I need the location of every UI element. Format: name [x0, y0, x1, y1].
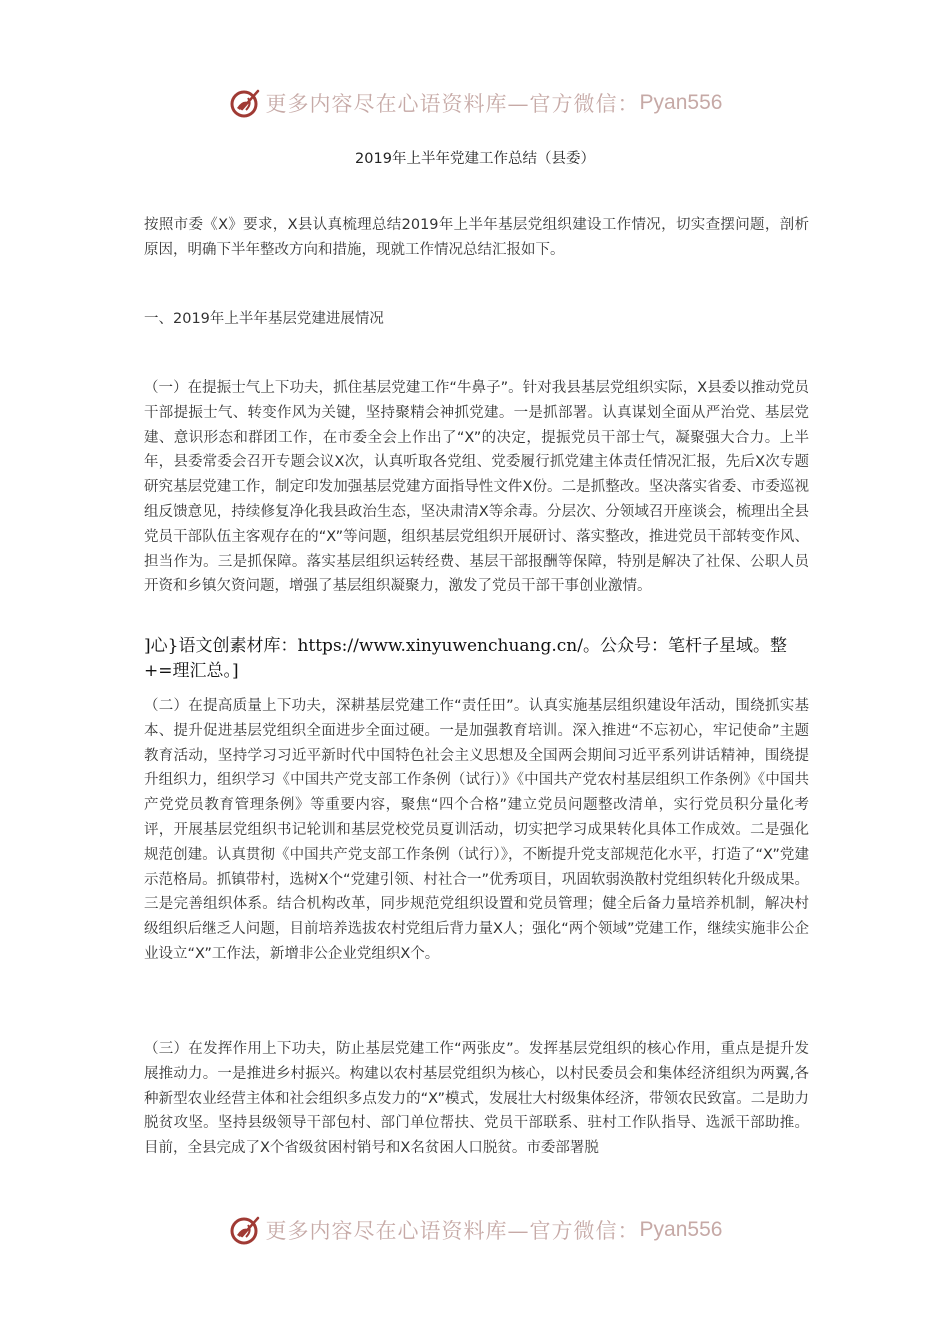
- document-title: 2019年上半年党建工作总结（县委）: [355, 151, 595, 167]
- pen-logo-icon: [228, 1213, 262, 1247]
- paragraph-2: （二）在提高质量上下功夫，深耕基层党建工作“责任田”。认真实施基层组织建设年活动，围绕抓实基本、提升促进基层党组织全面进步全面过硬。一是加强教育培训。深入推进“不忘初心，牢记使命”主题教育活动，坚持学习习近平新时代中国特色社会主义思想及全国两会期间习近平系列讲话精神，围绕提升组织力，组织学习《中国共产党支部工作条例（试行）》《中国共产党农村基层组织工作条例》《中国共产党党员教育管理条例》等重要内容，聚焦“四个合格”建立党员问题整改清单，实行党员积分量化考评，开展基层党组织书记轮训和基层党校党员夏训活动，切实把学习成果转化具体工作成效。二是强化规范创建。认真贯彻《中国共产党支部工作条例（试行）》，不断提升党支部规范化水平，打造了“X”党建示范格局。抓镇带村，选树X个“党建引领、村社合一”优秀项目，巩固软弱涣散村党组织转化升级成果。三是完善组织体系。结合机构改革，同步规范党组织设置和党员管理；健全后备力量培养机制，解决村级组织后继乏人问题，目前培养选拔农村党组后背力量X人；强化“两个领域”党建工作，继续实施非公企业设立“X”工作法，新增非公企业党组织X个。: [144, 698, 809, 962]
- watermark-wechat-id: Pyan556: [639, 1218, 723, 1241]
- watermark-banner-top: [0, 80, 950, 126]
- section-heading: 一、2019年上半年基层党建进展情况: [144, 311, 384, 327]
- watermark-banner-bottom: [0, 1207, 950, 1253]
- watermark-wechat-id: Pyan556: [639, 91, 723, 114]
- pen-logo-icon: [228, 86, 262, 120]
- paragraph-1: （一）在提振士气上下功夫，抓住基层党建工作“牛鼻子”。针对我县基层党组织实际，X县委以推动党员干部提振士气、转变作风为关键，坚持聚精会神抓党建。一是抓部署。认真谋划全面从严治党、基层党建、意识形态和群团工作，在市委全会上作出了“X”的决定，提振党员干部士气，凝聚强大合力。上半年，县委常委会召开专题会议X次，认真听取各党组、党委履行抓党建主体责任情况汇报，先后X次专题研究基层党建工作，制定印发加强基层党建方面指导性文件X份。二是抓整改。坚决落实省委、市委巡视组反馈意见，持续修复净化我县政治生态，坚决肃清X等余毒。分层次、分领域召开座谈会，梳理出全县党员干部队伍主客观存在的“X”等问题，组织基层党组织开展研讨、落实整改，推进党员干部转变作风、担当作为。三是抓保障。落实基层组织运转经费、基层干部报酬等保障，特别是解决了社保、公职人员开资和乡镇欠资问题，增强了基层组织凝聚力，激发了党员干部干事创业激情。: [144, 380, 809, 595]
- watermark-text: 更多内容尽在心语资料库—官方微信：: [265, 1219, 640, 1243]
- watermark-text: 更多内容尽在心语资料库—官方微信：: [265, 92, 640, 116]
- paragraph-3: （三）在发挥作用上下功夫，防止基层党建工作“两张皮”。发挥基层党组织的核心作用，重点是提升发展推动力。一是推进乡村振兴。构建以农村基层党组织为核心，以村民委员会和集体经济组织为两翼,各种新型农业经营主体和社会组织多点发力的“X”模式，发展壮大村级集体经济，带领农民致富。二是助力脱贫攻坚。坚持县级领导干部包村、部门单位帮扶、党员干部联系、驻村工作队指导、选派干部助推。目前，全县完成了X个省级贫困村销号和X名贫困人口脱贫。市委部署脱: [144, 1041, 809, 1157]
- ad-line: ]心}语文创素材库：https://www.xinyuwenchuang.cn/。公众号：笔杆子星域。整+=理汇总。]: [144, 636, 787, 681]
- intro-paragraph: 按照市委《X》要求，X县认真梳理总结2019年上半年基层党组织建设工作情况，切实查摆问题，剖析原因，明确下半年整改方向和措施，现就工作情况总结汇报如下。: [144, 217, 809, 258]
